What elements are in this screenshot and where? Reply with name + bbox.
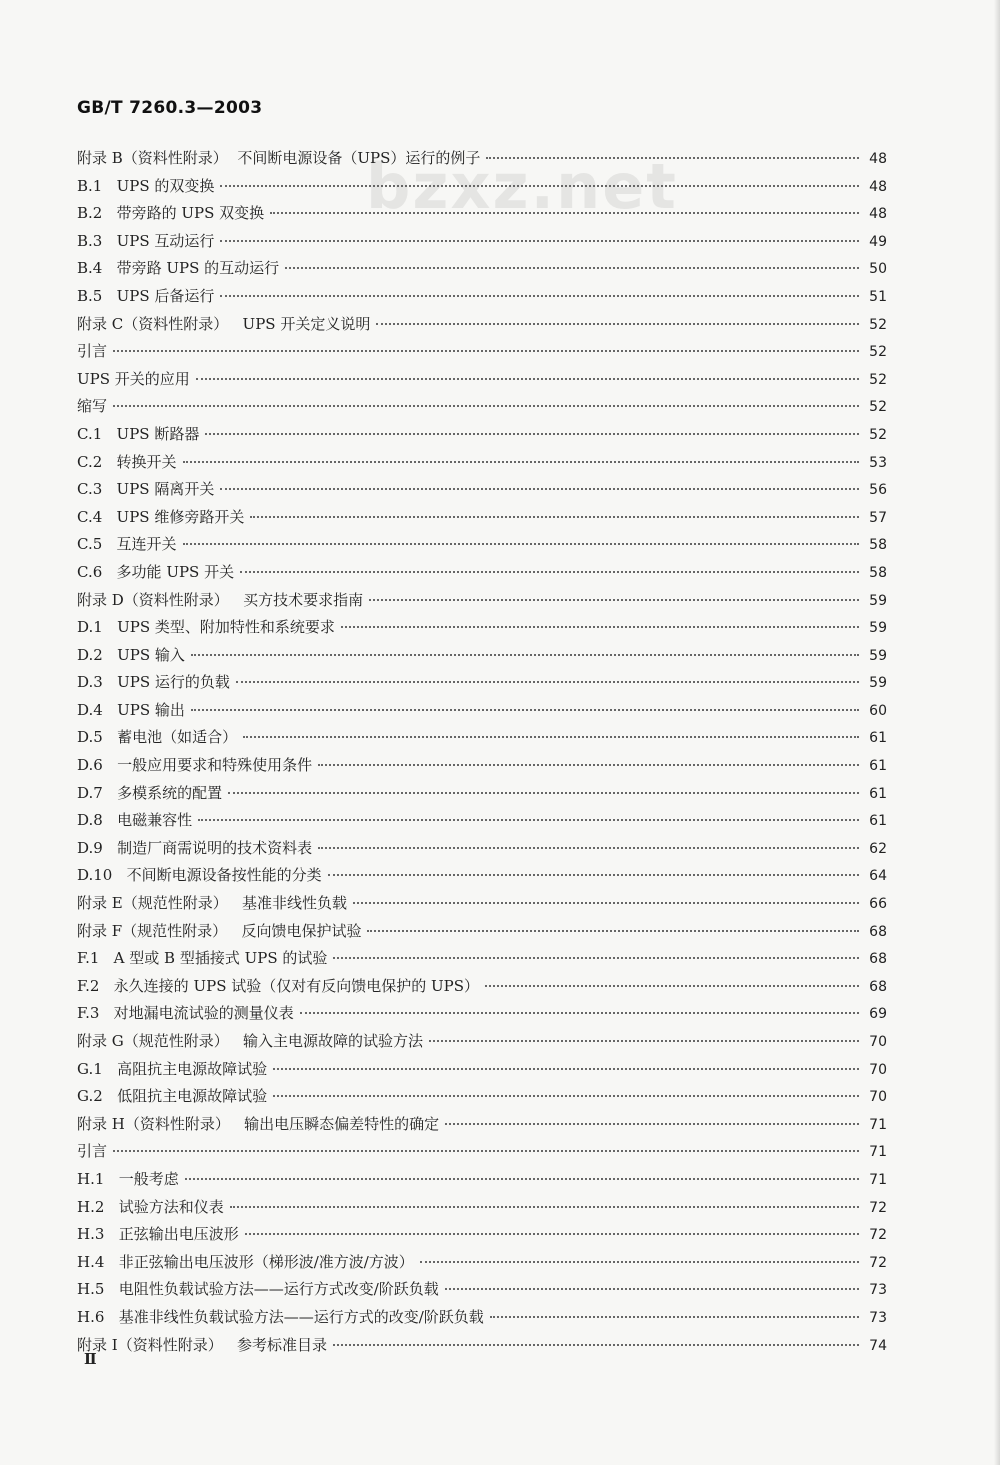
toc-entry[interactable] <box>77 1166 887 1194</box>
toc-entry-page: 73 <box>869 1282 887 1299</box>
toc-entry-title: F.3 对地漏电流试验的测量仪表 <box>77 1004 294 1023</box>
toc-entry[interactable] <box>77 338 887 366</box>
toc-entry-page: 70 <box>869 1089 887 1106</box>
toc-entry-page: 62 <box>869 840 887 857</box>
toc-entry[interactable] <box>77 587 887 615</box>
toc-entry-page: 72 <box>869 1199 887 1216</box>
toc-entry[interactable] <box>77 255 887 283</box>
scan-edge-shadow <box>994 0 1000 1465</box>
toc-dot-leader <box>220 240 859 242</box>
standard-code-header: GB/T 7260.3—2003 <box>77 98 263 118</box>
toc-dot-leader <box>245 1233 859 1235</box>
toc-entry-page: 52 <box>869 344 887 361</box>
toc-dot-leader <box>273 1095 859 1097</box>
toc-entry-title: H.5 电阻性负载试验方法——运行方式改变/阶跃负载 <box>77 1280 439 1299</box>
toc-entry-title: D.7 多模系统的配置 <box>77 783 223 802</box>
toc-dot-leader <box>300 1012 859 1014</box>
toc-entry-page: 53 <box>869 454 887 471</box>
toc-entry-page: 52 <box>869 371 887 388</box>
toc-dot-leader <box>236 681 859 683</box>
toc-entry-page: 74 <box>869 1337 887 1354</box>
toc-dot-leader <box>420 1261 859 1263</box>
toc-entry-page: 49 <box>869 233 887 250</box>
toc-entry-title: H.4 非正弦输出电压波形（梯形波/准方波/方波） <box>77 1252 414 1271</box>
toc-entry[interactable] <box>77 311 887 339</box>
toc-entry[interactable] <box>77 173 887 201</box>
toc-dot-leader <box>243 736 859 738</box>
toc-entry-title: H.1 一般考虑 <box>77 1169 179 1188</box>
toc-entry-title: H.3 正弦输出电压波形 <box>77 1225 239 1244</box>
toc-entry-page: 71 <box>869 1171 887 1188</box>
toc-dot-leader <box>113 1150 859 1152</box>
toc-dot-leader <box>185 1178 859 1180</box>
toc-entry[interactable] <box>77 780 887 808</box>
toc-entry-title: B.2 带旁路的 UPS 双变换 <box>77 204 265 223</box>
toc-entry-page: 73 <box>869 1309 887 1326</box>
toc-entry-title: 附录 F（规范性附录） 反向馈电保护试验 <box>77 921 362 940</box>
toc-entry-page: 50 <box>869 261 887 278</box>
toc-entry-title: 附录 E（规范性附录） 基准非线性负载 <box>77 894 348 913</box>
toc-dot-leader <box>196 378 859 380</box>
toc-dot-leader <box>183 543 859 545</box>
page-number: Ⅱ <box>84 1350 97 1368</box>
toc-entry-page: 66 <box>869 896 887 913</box>
toc-entry[interactable] <box>77 1304 887 1332</box>
toc-entry[interactable] <box>77 1194 887 1222</box>
toc-dot-leader <box>353 902 859 904</box>
toc-entry[interactable] <box>77 1138 887 1166</box>
toc-dot-leader <box>318 764 859 766</box>
toc-entry-title: H.2 试验方法和仪表 <box>77 1197 224 1216</box>
toc-entry-page: 59 <box>869 620 887 637</box>
toc-entry[interactable] <box>77 283 887 311</box>
toc-entry[interactable] <box>77 145 887 173</box>
toc-entry[interactable] <box>77 1000 887 1028</box>
toc-entry-page: 68 <box>869 978 887 995</box>
toc-entry-title: 缩写 <box>77 397 108 416</box>
toc-entry[interactable] <box>77 973 887 1001</box>
toc-entry[interactable] <box>77 697 887 725</box>
toc-entry[interactable] <box>77 752 887 780</box>
toc-entry[interactable] <box>77 1111 887 1139</box>
toc-dot-leader <box>113 350 859 352</box>
toc-entry-page: 59 <box>869 592 887 609</box>
toc-entry[interactable] <box>77 945 887 973</box>
toc-entry[interactable] <box>77 200 887 228</box>
toc-entry-page: 51 <box>869 288 887 305</box>
toc-entry-page: 60 <box>869 702 887 719</box>
toc-dot-leader <box>376 323 859 325</box>
toc-dot-leader <box>228 792 859 794</box>
toc-entry-title: D.9 制造厂商需说明的技术资料表 <box>77 838 313 857</box>
toc-entry-page: 61 <box>869 813 887 830</box>
toc-entry-page: 61 <box>869 730 887 747</box>
toc-entry-title: G.1 高阻抗主电源故障试验 <box>77 1059 268 1078</box>
toc-dot-leader <box>369 599 859 601</box>
toc-entry-title: D.8 电磁兼容性 <box>77 811 193 830</box>
toc-entry[interactable] <box>77 531 887 559</box>
toc-entry-page: 52 <box>869 316 887 333</box>
toc-dot-leader <box>270 212 859 214</box>
toc-entry-page: 52 <box>869 399 887 416</box>
toc-entry-title: C.3 UPS 隔离开关 <box>77 480 215 499</box>
toc-dot-leader <box>198 819 859 821</box>
toc-entry[interactable] <box>77 642 887 670</box>
toc-entry[interactable] <box>77 1028 887 1056</box>
toc-entry-title: B.5 UPS 后备运行 <box>77 286 215 305</box>
toc-entry-title: 附录 G（规范性附录） 输入主电源故障的试验方法 <box>77 1032 424 1050</box>
toc-dot-leader <box>273 1068 859 1070</box>
toc-entry-page: 68 <box>869 923 887 940</box>
toc-entry[interactable] <box>77 504 887 532</box>
toc-entry[interactable] <box>77 1221 887 1249</box>
toc-dot-leader <box>191 654 859 656</box>
toc-entry[interactable] <box>77 559 887 587</box>
toc-dot-leader <box>220 185 859 187</box>
toc-entry[interactable] <box>77 421 887 449</box>
watermark: bzxz.net <box>366 150 678 223</box>
toc-entry[interactable] <box>77 862 887 890</box>
toc-entry-page: 61 <box>869 758 887 775</box>
toc-entry[interactable] <box>77 449 887 477</box>
toc-dot-leader <box>328 874 859 876</box>
toc-entry[interactable] <box>77 1249 887 1277</box>
toc-entry-page: 48 <box>869 178 887 195</box>
toc-entry-title: D.1 UPS 类型、附加特性和系统要求 <box>77 618 335 637</box>
toc-entry-title: 附录 H（资料性附录） 输出电压瞬态偏差特性的确定 <box>77 1114 440 1133</box>
toc-entry-page: 70 <box>869 1061 887 1078</box>
toc-dot-leader <box>205 433 859 435</box>
toc-entry-title: C.4 UPS 维修旁路开关 <box>77 507 245 526</box>
toc-entry-title: B.1 UPS 的双变换 <box>77 176 215 195</box>
toc-entry-page: 57 <box>869 509 887 526</box>
toc-entry-title: D.10 不间断电源设备按性能的分类 <box>77 866 322 885</box>
toc-entry[interactable] <box>77 476 887 504</box>
toc-dot-leader <box>113 405 859 407</box>
toc-entry[interactable] <box>77 807 887 835</box>
toc-dot-leader <box>183 461 859 463</box>
toc-entry-title: D.2 UPS 输入 <box>77 645 185 664</box>
toc-entry[interactable] <box>77 228 887 256</box>
toc-entry-title: D.6 一般应用要求和特殊使用条件 <box>77 756 313 775</box>
toc-entry-title: H.6 基准非线性负载试验方法——运行方式的改变/阶跃负载 <box>77 1307 484 1326</box>
toc-entry-page: 58 <box>869 564 887 581</box>
toc-entry-title: B.4 带旁路 UPS 的互动运行 <box>77 259 280 278</box>
toc-entry[interactable] <box>77 614 887 642</box>
toc-dot-leader <box>220 295 859 297</box>
toc-entry-title: F.2 永久连接的 UPS 试验（仅对有反向馈电保护的 UPS） <box>77 976 480 995</box>
toc-entry-title: 附录 D（资料性附录） 买方技术要求指南 <box>77 590 364 609</box>
toc-entry-title: 引言 <box>77 1142 108 1161</box>
toc-dot-leader <box>333 957 859 959</box>
toc-entry-page: 52 <box>869 426 887 443</box>
toc-entry[interactable] <box>77 1056 887 1084</box>
toc-dot-leader <box>341 626 859 628</box>
toc-entry[interactable] <box>77 835 887 863</box>
toc-dot-leader <box>486 157 859 159</box>
toc-entry-title: 附录 C（资料性附录） UPS 开关定义说明 <box>77 314 371 333</box>
toc-entry-title: C.6 多功能 UPS 开关 <box>77 562 235 581</box>
toc-dot-leader <box>333 1344 859 1346</box>
toc-dot-leader <box>318 847 859 849</box>
toc-dot-leader <box>240 571 859 573</box>
toc-entry-title: C.5 互连开关 <box>77 535 177 554</box>
toc-entry-title: D.4 UPS 输出 <box>77 700 185 719</box>
toc-entry[interactable] <box>77 393 887 421</box>
toc-entry-page: 64 <box>869 868 887 885</box>
toc-entry-title: F.1 A 型或 B 型插接式 UPS 的试验 <box>77 949 328 968</box>
toc-entry-title: B.3 UPS 互动运行 <box>77 231 215 250</box>
toc-dot-leader <box>445 1123 859 1125</box>
toc-entry-page: 59 <box>869 647 887 664</box>
toc-entry-title: D.5 蓄电池（如适合） <box>77 728 238 747</box>
toc-dot-leader <box>445 1288 859 1290</box>
toc-entry[interactable] <box>77 1276 887 1304</box>
toc-entry-page: 72 <box>869 1227 887 1244</box>
toc-entry-title: C.2 转换开关 <box>77 452 177 471</box>
toc-dot-leader <box>485 985 859 987</box>
toc-entry[interactable] <box>77 669 887 697</box>
toc-entry-page: 48 <box>869 151 887 167</box>
toc-entry-page: 72 <box>869 1254 887 1271</box>
toc-dot-leader <box>490 1316 859 1318</box>
toc-entry-page: 59 <box>869 675 887 692</box>
toc-entry-page: 69 <box>869 1006 887 1023</box>
toc-entry-page: 71 <box>869 1144 887 1161</box>
toc-entry[interactable] <box>77 918 887 946</box>
toc-dot-leader <box>429 1040 859 1042</box>
toc-dot-leader <box>191 709 859 711</box>
toc-entry-page: 58 <box>869 537 887 554</box>
toc-dot-leader <box>250 516 859 518</box>
toc-entry[interactable] <box>77 724 887 752</box>
toc-entry[interactable] <box>77 890 887 918</box>
toc-dot-leader <box>230 1206 859 1208</box>
toc-dot-leader <box>367 930 859 932</box>
toc-entry-title: C.1 UPS 断路器 <box>77 424 200 443</box>
toc-dot-leader <box>285 267 859 269</box>
table-of-contents <box>77 145 887 1359</box>
toc-entry-title: D.3 UPS 运行的负载 <box>77 673 230 692</box>
toc-entry-title: 引言 <box>77 342 108 361</box>
toc-entry-title: G.2 低阻抗主电源故障试验 <box>77 1087 268 1106</box>
toc-entry-title: 附录 B（资料性附录） 不间断电源设备（UPS）运行的例子 <box>77 149 481 167</box>
toc-entry[interactable] <box>77 1083 887 1111</box>
toc-entry-title: 附录 I（资料性附录） 参考标准目录 <box>77 1335 327 1354</box>
toc-entry-page: 61 <box>869 785 887 802</box>
toc-entry-page: 70 <box>869 1034 887 1050</box>
toc-entry-page: 68 <box>869 951 887 968</box>
toc-entry[interactable] <box>77 1332 887 1360</box>
toc-entry-page: 71 <box>869 1116 887 1133</box>
toc-entry[interactable] <box>77 366 887 394</box>
toc-entry-title: UPS 开关的应用 <box>77 369 190 388</box>
toc-entry-page: 48 <box>869 206 887 223</box>
toc-entry-page: 56 <box>869 482 887 499</box>
toc-dot-leader <box>220 488 859 490</box>
